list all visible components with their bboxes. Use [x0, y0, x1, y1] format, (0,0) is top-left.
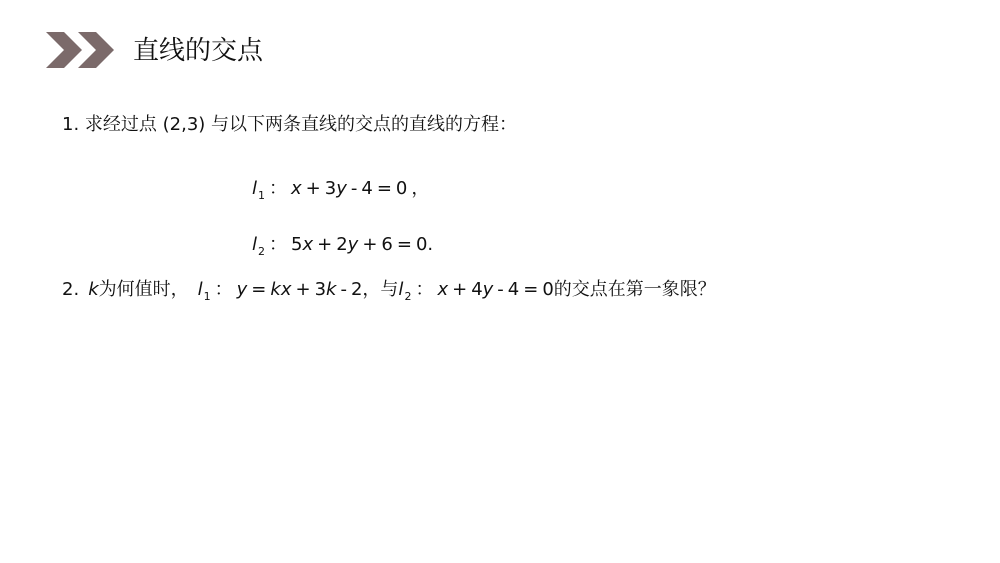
q2-l1: l — [197, 279, 203, 300]
eq1-y: y — [336, 178, 347, 199]
q2-k: k — [88, 279, 99, 300]
q2-colon1: ： — [214, 279, 233, 300]
eq2-plus2: + — [362, 234, 378, 255]
eq1-zero: 0 — [395, 178, 408, 199]
q2-kx-x: x — [280, 279, 292, 300]
q2-plus2: + — [452, 279, 468, 300]
q2-mid: 为何值时， — [98, 279, 189, 300]
q2-sub1: 1 — [203, 290, 211, 303]
eq2-colon: ： — [269, 234, 288, 255]
q2-kx-k: k — [270, 279, 281, 300]
eq2-zero: 0. — [415, 234, 434, 255]
equation-l2 — [252, 233, 433, 259]
q2-eq2: = — [523, 279, 539, 300]
q2-y: y — [236, 279, 248, 300]
question-1: 1. 求经过点 (2,3) 与以下两条直线的交点的直线的方程： — [62, 114, 518, 135]
eq1-four: 4 — [361, 178, 373, 199]
eq1-three: 3 — [324, 178, 337, 199]
q2-minus2: - — [497, 279, 504, 300]
eq1-comma: ， — [411, 178, 430, 199]
eq2-var: l — [252, 234, 258, 255]
eq1-minus: - — [350, 178, 358, 199]
page-title: 直线的交点 — [133, 36, 264, 66]
eq2-five: 5 — [291, 234, 303, 255]
q2-zero: 0 — [542, 279, 554, 300]
q2-two: 2 — [350, 279, 363, 300]
eq1-var: l — [252, 178, 258, 199]
q2-y2: y — [482, 279, 494, 300]
double-chevron-right-icon — [46, 30, 116, 70]
q2-plus: + — [295, 279, 311, 300]
q2-l2: l — [398, 279, 404, 300]
q2-three: 3 — [314, 279, 327, 300]
equation-l1 — [252, 177, 433, 203]
q2-with: ，与 — [362, 279, 399, 300]
q2-k2: k — [326, 279, 337, 300]
q2-sub2: 2 — [404, 290, 412, 303]
q2-x2: x — [437, 279, 449, 300]
eq2-two: 2 — [336, 234, 348, 255]
q2-four: 4 — [471, 279, 483, 300]
q2-prefix: 2. — [62, 279, 80, 300]
eq2-x: x — [302, 234, 314, 255]
eq1-colon: ： — [269, 178, 288, 199]
eq1-equals: = — [376, 178, 392, 199]
q2-tail: 的交点在第一象限？ — [553, 279, 716, 300]
eq1-plus: + — [305, 178, 321, 199]
q2-eq1: = — [251, 279, 267, 300]
eq1-x: x — [291, 178, 302, 199]
eq1-sub: 1 — [258, 189, 266, 202]
q2-colon2: ： — [415, 279, 434, 300]
eq2-y: y — [347, 234, 359, 255]
eq2-sub: 2 — [258, 245, 266, 258]
eq2-plus1: + — [317, 234, 333, 255]
question-2 — [62, 278, 716, 304]
q2-minus: - — [340, 279, 347, 300]
eq2-equals: = — [396, 234, 412, 255]
eq2-six: 6 — [381, 234, 393, 255]
q2-four2: 4 — [507, 279, 520, 300]
